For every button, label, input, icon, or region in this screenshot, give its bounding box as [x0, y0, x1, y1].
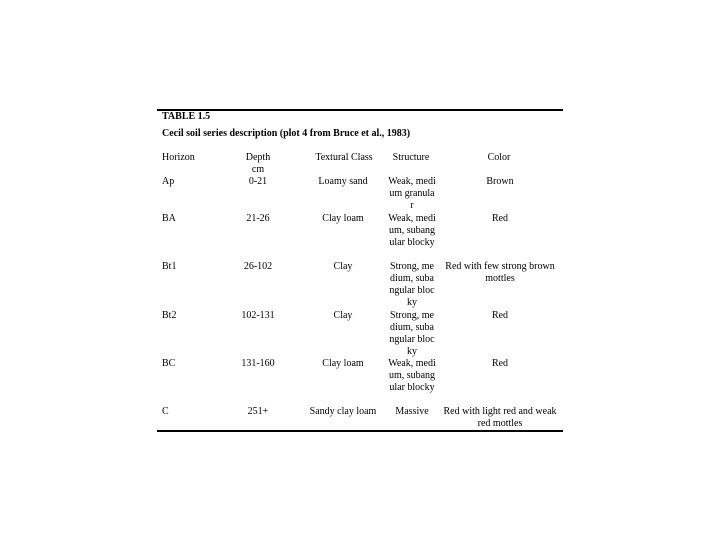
cell-horizon: BC — [162, 358, 176, 369]
cell-textural-class: Clay loam — [322, 213, 364, 224]
cell-horizon: C — [162, 406, 169, 417]
cell-depth: 251+ — [247, 406, 269, 417]
cell-depth: 26-102 — [243, 261, 273, 272]
cell-textural-class: Loamy sand — [318, 176, 368, 187]
header-color: Color — [487, 152, 511, 163]
header-depth — [236, 152, 280, 176]
header-depth-label: Depth — [245, 152, 271, 163]
cell-structure: Weak, medium, subangular blocky — [388, 358, 436, 393]
cell-structure: Massive — [395, 406, 429, 417]
cell-depth: 131-160 — [241, 358, 275, 369]
cell-horizon: Ap — [162, 176, 175, 187]
cell-structure: Strong, medium, subangular blocky — [389, 310, 435, 357]
cell-color: Red with light red and weak red mottles — [443, 406, 557, 429]
cell-depth: 21-26 — [246, 213, 270, 224]
cell-textural-class: Sandy clay loam — [309, 406, 377, 417]
cell-color: Red — [491, 310, 509, 321]
table-top-rule — [157, 109, 563, 111]
cell-textural-class: Clay loam — [322, 358, 364, 369]
header-textural-class: Textural Class — [315, 152, 373, 163]
cell-structure: Weak, medium granular — [388, 176, 436, 211]
cell-depth: 0-21 — [248, 176, 268, 187]
cell-horizon: BA — [162, 213, 176, 224]
table-bottom-rule — [157, 430, 563, 432]
cell-horizon: Bt1 — [162, 261, 177, 272]
cell-depth: 102-131 — [241, 310, 275, 321]
cell-color: Red — [491, 213, 509, 224]
cell-horizon: Bt2 — [162, 310, 177, 321]
table-caption: Cecil soil series description (plot 4 from Bruce et al., 1983) — [162, 128, 411, 139]
cell-color: Red — [491, 358, 509, 369]
table-title: TABLE 1.5 — [162, 111, 211, 122]
cell-structure: Weak, medium, subangular blocky — [388, 213, 436, 248]
cell-color: Red with few strong brown mottles — [445, 261, 555, 284]
header-horizon: Horizon — [162, 152, 195, 163]
cell-textural-class: Clay — [333, 310, 353, 321]
cell-structure: Strong, medium, subangular blocky — [389, 261, 435, 308]
cell-textural-class: Clay — [333, 261, 353, 272]
header-depth-unit: cm — [251, 164, 265, 175]
cell-color: Brown — [486, 176, 514, 187]
header-structure: Structure — [392, 152, 430, 163]
